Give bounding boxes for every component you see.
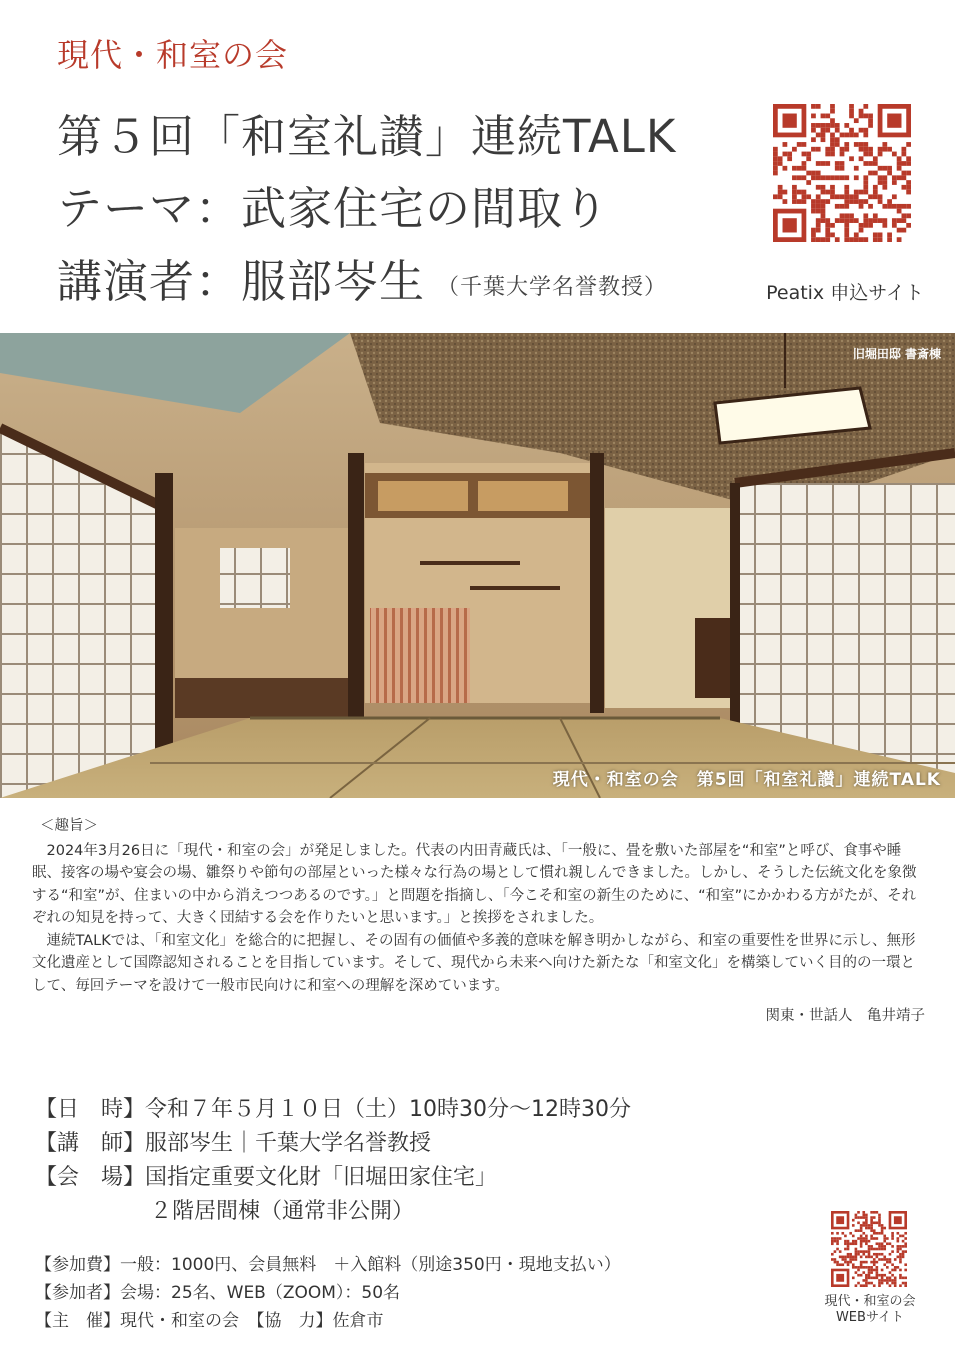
qr-code-icon[interactable] bbox=[773, 104, 911, 242]
speaker-name: 講演者：服部岑生 bbox=[57, 255, 426, 308]
event-lecturer: 【講 師】服部岑生｜千葉大学名誉教授 bbox=[35, 1131, 432, 1156]
purpose-paragraph-1: 2024年3月26日に「現代・和室の会」が発足しました。代表の内田青蔵氏は、「一般に、畳を敷いた部屋を“和室”と呼び、食事や睡眠、接客の場や宴会の場、雛祭りや節句の部屋といった様々な行為の場として慣れ親しんできました。しかし、そうした伝統文化を象徴する“和室”が、住まいの中から消えつつあるのです。」と問題を指摘し、「今こそ和室の新生のために、“和室”にかかわる方がたが、それぞれの知見を持って、大きく団結する会を作りたいと思います。」と挨拶をされました。 bbox=[32, 842, 917, 926]
qr-caption-website-line2: WEBサイト bbox=[835, 1310, 905, 1325]
event-title: 第５回「和室礼讃」連続TALK bbox=[57, 110, 677, 163]
event-speaker bbox=[57, 245, 667, 310]
purpose-paragraph-2: 連続TALKでは、「和室文化」を総合的に把握し、その固有の価値や多義的意味を解き明かしながら、和室の重要性を世界に示し、無形文化遺産として国際認知されることを目指しています。そして、現代から未来へ向けた新たな「和室文化」を構築していく目的の一環として、毎回テーマを設けて一般市民向けに和室への理解を深めています。 bbox=[32, 932, 916, 994]
photo-caption-event: 現代・和室の会 第5回「和室礼讃」連続TALK bbox=[552, 770, 941, 790]
event-theme: テーマ：武家住宅の間取り bbox=[57, 182, 610, 235]
qr-caption-website-line1: 現代・和室の会 bbox=[824, 1294, 916, 1309]
qr-code-icon[interactable] bbox=[831, 1211, 907, 1287]
participation-fee: 【参加費】一般：1000円、会員無料 ＋入館料（別途350円・現地支払い） bbox=[35, 1255, 621, 1275]
tatami-room-photo bbox=[0, 333, 955, 798]
event-date: 【日 時】令和７年５月１０日（土）10時30分～12時30分 bbox=[35, 1097, 631, 1122]
event-venue-detail: ２階居間棟（通常非公開） bbox=[150, 1199, 415, 1224]
purpose-section bbox=[32, 815, 927, 1028]
purpose-heading: ＜趣旨＞ bbox=[40, 818, 98, 834]
organizer-info: 【主 催】現代・和室の会 【協 力】佐倉市 bbox=[35, 1311, 384, 1331]
purpose-signature: 関東・世話人 亀井靖子 bbox=[765, 1008, 925, 1024]
speaker-affiliation: （千葉大学名誉教授） bbox=[437, 274, 668, 300]
participant-capacity: 【参加者】会場：25名、WEB（ZOOM）：50名 bbox=[35, 1283, 401, 1303]
qr-caption-peatix: Peatix 申込サイト bbox=[766, 282, 924, 304]
event-venue: 【会 場】国指定重要文化財「旧堀田家住宅」 bbox=[35, 1165, 498, 1190]
organization-title: 現代・和室の会 bbox=[57, 36, 289, 74]
event-notes bbox=[35, 1251, 621, 1335]
event-details bbox=[35, 1093, 631, 1229]
qr-caption-website bbox=[800, 1294, 940, 1326]
photo-caption-location: 旧堀田邸 書斎棟 bbox=[852, 347, 941, 361]
